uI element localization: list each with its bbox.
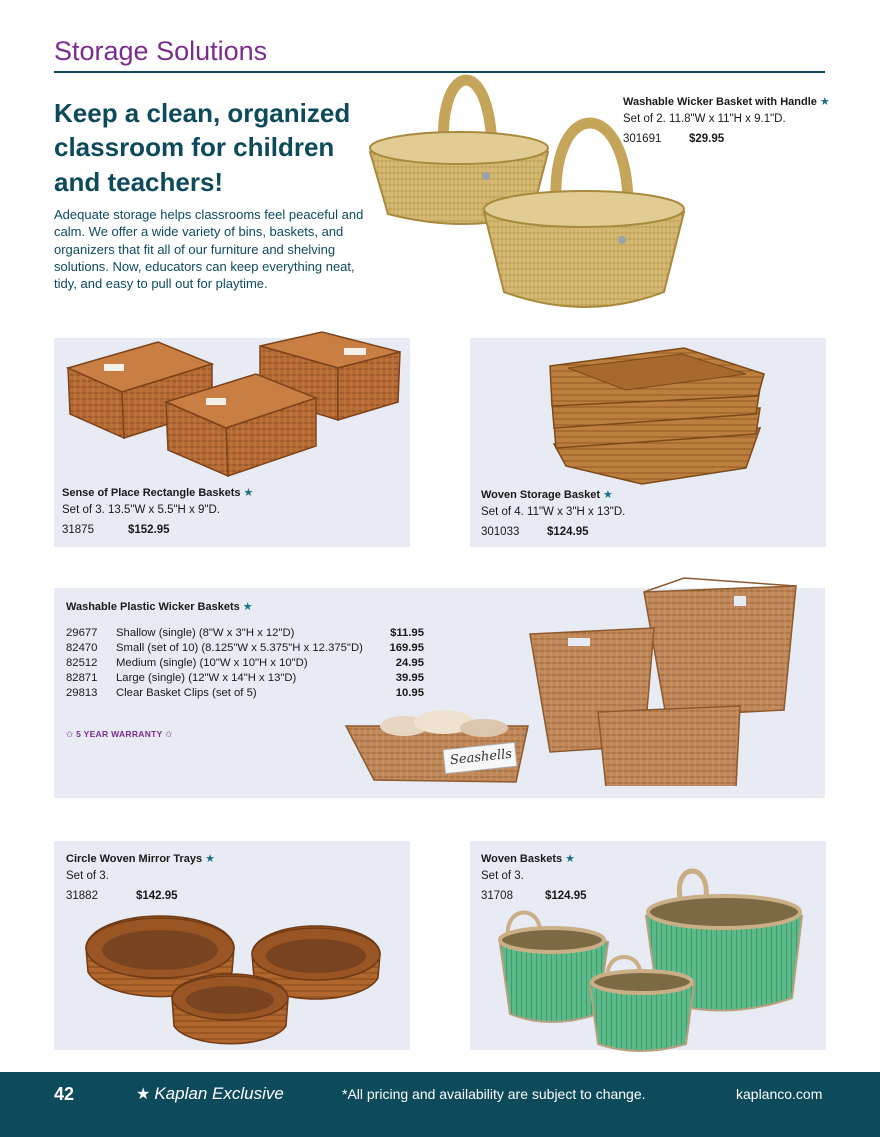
cell-price: 39.95 [395,671,424,684]
page-number: 42 [54,1084,75,1104]
cell-desc: Medium (single) (10"W x 10"H x 10"D) [116,656,308,669]
cell-sku: 29813 [66,686,98,699]
exclusive-star-icon: ★ [603,489,613,501]
cell-sku: 29677 [66,626,98,639]
cell-sku: 82871 [66,671,98,684]
circle-trays-info [66,852,215,902]
product-description: Set of 3. [481,870,524,882]
exclusive-star-icon: ★ [565,853,575,865]
cell-desc: Clear Basket Clips (set of 5) [116,686,257,699]
hero-body: Adequate storage helps classrooms feel peaceful and calm. We offer a wide variety of bins, baskets, and organizers that fit all of our furniture and shelving solutions. Now, educators can keep everything neat, tidy, and easy to pull out for playtime. [54,207,364,292]
product-sku-price: 31875 $152.95 [62,524,170,536]
cell-price: 169.95 [389,641,424,654]
product-description: Set of 2. 11.8"W x 11"H x 9.1"D. [623,113,786,125]
product-description: Set of 4. 11"W x 3"H x 13"D. [481,506,626,518]
hero-heading: Keep a clean, organized classroom for children and teachers! [54,98,351,197]
kaplan-exclusive-legend [136,1084,284,1104]
cell-sku: 82470 [66,641,98,654]
sense-of-place-info [62,486,253,536]
cell-desc: Small (set of 10) (8.125"W x 5.375"H x 12.375"D) [116,641,363,654]
woven-storage-info [481,488,625,538]
exclusive-star-icon: ★ [205,853,215,865]
product-description: Set of 3. [66,870,109,882]
plastic-wicker-title [66,600,253,613]
product-name: Washable Plastic Wicker Baskets ★ [66,601,253,613]
warranty-badge: ✩ 5 YEAR WARRANTY ✩ [66,729,173,739]
product-sku-price: 31708 $124.95 [481,890,587,902]
product-name: Washable Wicker Basket with Handle ★ [623,96,830,108]
product-name: Woven Baskets ★ [481,853,575,865]
exclusive-star-icon: ★ [136,1086,151,1103]
exclusive-star-icon: ★ [243,487,254,499]
circle-trays-image [82,910,382,1058]
product-sku-price: 301033 $124.95 [481,526,589,538]
page-footer [0,1072,880,1137]
woven-storage-image [546,344,768,486]
cell-price: 10.95 [395,686,424,699]
exclusive-star-icon: ★ [242,601,253,613]
pricing-disclaimer: *All pricing and availability are subject to change. [342,1086,646,1102]
cell-price: $11.95 [390,626,424,639]
section-title: Storage Solutions [54,36,268,66]
product-name: Circle Woven Mirror Trays ★ [66,853,215,865]
sense-of-place-image [66,330,402,478]
exclusive-star-icon: ★ [819,96,830,108]
product-name: Sense of Place Rectangle Baskets ★ [62,487,254,499]
cell-desc: Large (single) (12"W x 14"H x 13"D) [116,671,297,684]
product-name: Woven Storage Basket ★ [481,489,613,501]
product-description: Set of 3. 13.5"W x 5.5"H x 9"D. [62,504,220,516]
woven-baskets-image [494,868,814,1058]
product-sku-price: 301691 $29.95 [623,133,725,145]
website-link[interactable]: kaplanco.com [736,1086,823,1102]
wicker-handle-info [623,95,830,145]
exclusive-label: Kaplan Exclusive [154,1084,284,1103]
cell-desc: Shallow (single) (8"W x 3"H x 12"D) [116,626,295,639]
seashells-label: Seashells [449,746,513,769]
cell-sku: 82512 [66,656,98,669]
product-sku-price: 31882 $142.95 [66,890,178,902]
cell-price: 24.95 [395,656,424,669]
plastic-wicker-baskets-image [344,576,800,786]
